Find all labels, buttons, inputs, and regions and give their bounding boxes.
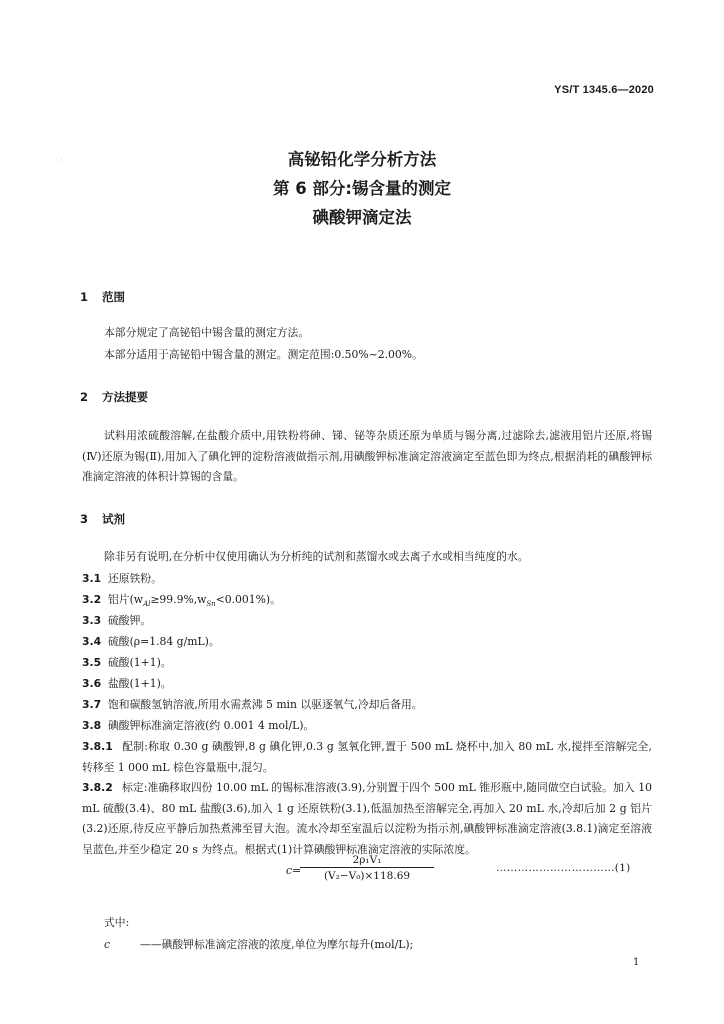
reagent-text: 碘酸钾标准滴定溶液(约 0.001 4 mol/L)。 [108,719,315,732]
section2-heading [80,389,148,405]
reagent-item [82,653,652,674]
document-title-line2: 第 6 部分:锡含量的测定 [272,179,452,198]
reagent-number: 3.8.1 [82,740,113,753]
reagent-item [82,632,652,653]
reagent-number: 3.1 [82,572,102,585]
reagent-text: 还原铁粉。 [108,572,162,585]
section1-paragraph2: 本部分适用于高铋铅中锡含量的测定。测定范围:0.50%~2.00%。 [104,348,423,361]
reagent-item [82,716,652,737]
document-title-line3: 碘酸钾滴定法 [312,208,412,227]
margin-mark: · [60,156,63,165]
reagent-text: 标定:准确移取四份 10.00 mL 的锡标准溶液(3.9),分别置于四个 500 mL 锥形瓶中,随同做空白试验。加入 10 mL 硫酸(3.4)、80 mL 盐酸(3.6),加入 1 g 还原铁粉(3.1),低温加热至溶解完全,再加入 20 mL 水,冷却后加 2 g 铝片(3.2)还原,待反应平静后加热煮沸至冒大泡。流水冷却至室温后以淀粉为指示剂,碘酸钾标准滴定溶液(3.8.1)滴定至溶液呈蓝色,并至少稳定 20 s 为终点。根据式(1)计算碘酸钾标准滴定溶液的实际浓度。 [82,781,652,856]
page-number: 1 [633,957,640,968]
reagent-text: 饱和碳酸氢钠溶液,所用水需煮沸 5 min 以驱逐氧气,冷却后备用。 [108,698,423,711]
reagent-text: 配制:称取 0.30 g 碘酸钾,8 g 碘化钾,0.3 g 氢氧化钾,置于 500 mL 烧杯中,加入 80 mL 水,搅拌至溶解完全,转移至 1 000 mL 棕色容量瓶中,混匀。 [82,740,652,774]
reagent-text-cont: <0.001%)。 [215,593,281,606]
where-label: 式中: [104,916,130,929]
reagent-text: 盐酸(1+1)。 [108,677,172,690]
section3-intro: 除非另有说明,在分析中仅使用确认为分析纯的试剂和蒸馏水或去离子水或相当纯度的水。 [104,550,529,563]
reagent-subitem-preparation [82,737,652,778]
formula-numerator: 2ρ₁V₁ [300,854,434,868]
reagent-item [82,674,652,695]
formula-denominator: (V₂−V₀)×118.69 [323,870,411,882]
section2-title: 方法提要 [102,390,148,404]
reagent-text: 硫酸(ρ=1.84 g/mL)。 [108,635,220,648]
subscript-al: Al [143,600,151,609]
reagent-item [82,611,652,632]
reagent-number: 3.4 [82,635,102,648]
reagent-text: 铝片(w [108,593,144,606]
reagent-number: 3.3 [82,614,102,627]
reagent-number: 3.5 [82,656,102,669]
section3-number: 3 [80,512,89,526]
subscript-sn: Sn [206,600,216,609]
section1-title: 范围 [102,290,125,304]
reagent-number: 3.6 [82,677,102,690]
where-symbol: c [104,938,111,951]
formula-number: ……………………………(1) [496,862,631,874]
section1-heading [80,289,125,305]
reagent-item [82,569,652,590]
section2-number: 2 [80,390,89,404]
section3-title: 试剂 [102,512,125,526]
section3-heading [80,511,125,527]
reagent-number: 3.8.2 [82,781,113,794]
where-definition: ——碘酸钾标准滴定溶液的浓度,单位为摩尔每升(mol/L); [140,938,414,951]
reagent-text-cont: ≥99.9%,w [150,593,207,606]
section1-number: 1 [80,290,89,304]
standard-number: YS/T 1345.6—2020 [554,84,654,96]
formula-lhs: c= [286,864,302,877]
reagent-item [82,695,652,716]
document-title-line1: 高铋铅化学分析方法 [287,150,437,169]
reagent-number: 3.8 [82,719,102,732]
reagent-text: 硫酸钾。 [108,614,152,627]
reagent-number: 3.7 [82,698,102,711]
reagent-text: 硫酸(1+1)。 [108,656,172,669]
reagent-subitem-calibration [82,778,652,860]
formula-fraction [300,854,434,882]
reagent-number: 3.2 [82,593,102,606]
section1-paragraph1: 本部分规定了高铋铅中锡含量的测定方法。 [104,326,310,339]
section2-paragraph: 试料用浓硫酸溶解,在盐酸介质中,用铁粉将砷、锑、铋等杂质还原为单质与锡分离,过滤除去,滤液用铝片还原,将锡(Ⅳ)还原为锡(Ⅱ),用加入了碘化钾的淀粉溶液做指示剂,用碘酸钾标准滴定溶液滴定至蓝色即为终点,根据消耗的碘酸钾标准滴定溶液的体积计算锡的含量。 [82,429,652,483]
